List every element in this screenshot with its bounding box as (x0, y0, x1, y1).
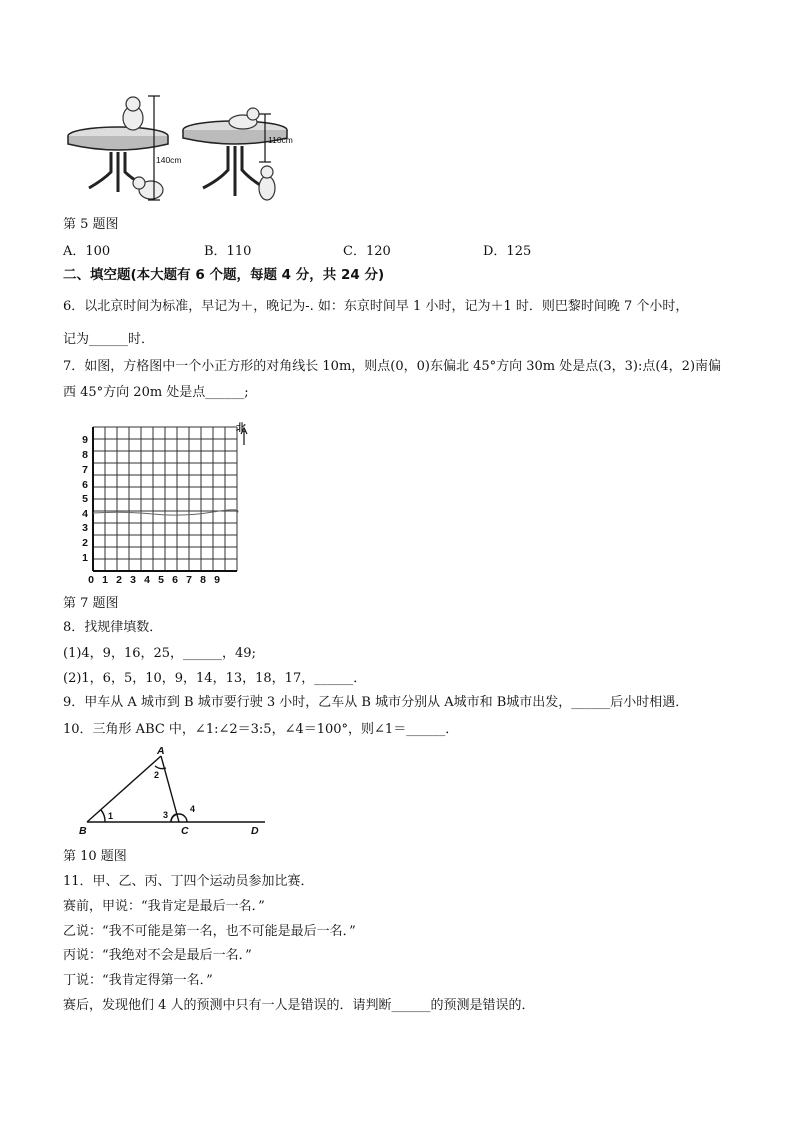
section-title: 二、填空题(本大题有 6 个题，每题 4 分，共 24 分) (63, 267, 385, 283)
cat-under-right-table (259, 166, 275, 200)
figure7-grid (63, 419, 263, 587)
x-tick-label: 7 (186, 574, 192, 586)
y-tick-label: 6 (82, 479, 88, 491)
figure10-caption: 第 10 题图 (63, 849, 127, 864)
q8-line2: (2)1，6，5，10，9，14，13，18，17，______． (63, 671, 367, 686)
q11-line3: 丙说：“我绝对不会是最后一名．” (63, 948, 252, 963)
x-tick-label: 9 (214, 574, 220, 586)
cat-on-right-table (229, 108, 259, 129)
q9-text: 9．甲车从 A 城市到 B 城市要行驶 3 小时，乙车从 B 城市分别从 A城市和 B城市出发，______后小时相遇． (63, 695, 689, 710)
figure10-triangle (75, 744, 275, 840)
y-tick-label: 7 (82, 464, 88, 476)
q8-title: 8．找规律填数． (63, 620, 163, 635)
label-110cm: 110cm (268, 135, 293, 145)
x-tick-label: 4 (144, 574, 150, 586)
angle-2-label: 2 (154, 770, 160, 780)
figure7-caption: 第 7 题图 (63, 596, 119, 611)
cat-under-left-table (133, 177, 163, 199)
q7-line2: 西 45°方向 20m 处是点______; (63, 385, 249, 400)
x-tick-label: 2 (116, 574, 122, 586)
point-d-label: D (251, 825, 259, 837)
q6-line2: 记为______时． (63, 332, 155, 347)
cat-on-left-table (123, 97, 143, 130)
option-a: A．100 (63, 244, 111, 259)
y-tick-label: 5 (82, 493, 88, 505)
y-tick-label: 1 (82, 552, 88, 564)
vertex-c-label: C (181, 825, 189, 837)
vertex-a-label: A (157, 745, 165, 757)
y-tick-label: 2 (82, 537, 88, 549)
q11-line5: 赛后，发现他们 4 人的预测中只有一人是错误的．请判断______的预测是错误的． (63, 998, 535, 1013)
q11-title: 11．甲、乙、丙、丁四个运动员参加比赛． (63, 874, 314, 889)
y-tick-label: 3 (82, 522, 88, 534)
q8-line1: (1)4，9，16，25，______，49; (63, 646, 256, 661)
x-tick-label: 1 (102, 574, 108, 586)
q11-line1: 赛前，甲说：“我肯定是最后一名．” (63, 899, 265, 914)
option-b: B．110 (204, 244, 252, 259)
vertex-b-label: B (79, 825, 87, 837)
x-tick-label: 0 (88, 574, 94, 586)
north-label: 北 (236, 423, 246, 434)
q11-line4: 丁说：“我肯定得第一名．” (63, 973, 213, 988)
angle-4-label: 4 (190, 804, 196, 814)
option-c: C．120 (343, 244, 391, 259)
x-tick-label: 3 (130, 574, 136, 586)
x-tick-label: 5 (158, 574, 164, 586)
option-d: D．125 (483, 244, 532, 259)
q10-text: 10．三角形 ABC 中，∠1:∠2＝3:5，∠4＝100°，则∠1＝______． (63, 722, 459, 737)
q7-line1: 7．如图，方格图中一个小正方形的对角线长 10m，则点(0，0)东偏北 45°方向 30m 处是点(3，3):点(4，2)南偏 (63, 359, 722, 374)
angle-1-label: 1 (108, 811, 114, 821)
q11-line2: 乙说：“我不可能是第一名，也不可能是最后一名．” (63, 924, 356, 939)
figure5-caption: 第 5 题图 (63, 217, 119, 232)
angle-3-label: 3 (163, 810, 169, 820)
figure5-illustration (63, 92, 323, 207)
label-140cm: 140cm (156, 155, 182, 165)
q6-line1: 6．以北京时间为标准，早记为＋，晚记为-. 如：东京时间早 1 小时，记为＋1 时．则巴黎时间晚 7 个小时， (63, 299, 689, 314)
y-tick-label: 8 (82, 449, 88, 461)
x-tick-label: 6 (172, 574, 178, 586)
y-tick-label: 4 (82, 508, 88, 520)
x-tick-label: 8 (200, 574, 206, 586)
y-tick-label: 9 (82, 434, 88, 446)
